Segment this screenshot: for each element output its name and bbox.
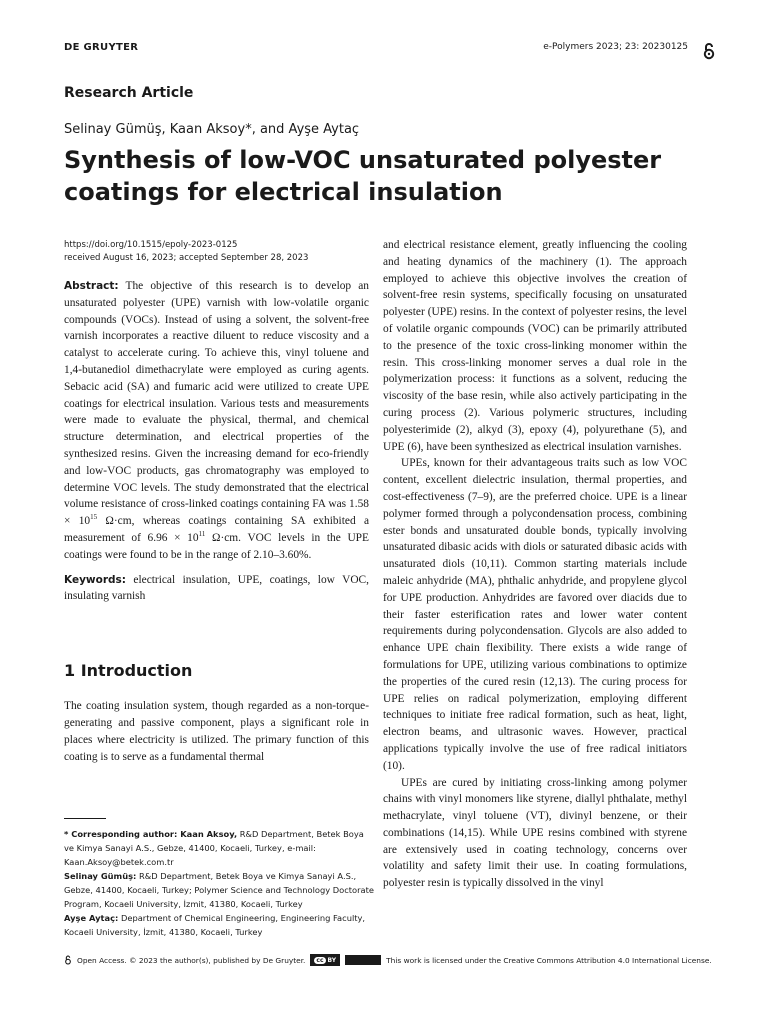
abstract-text-end: Ω·cm. VOC levels in the UPE coatings were found to be in the range of 2.10–3.60%. (64, 531, 369, 561)
introduction-paragraph: The coating insulation system, though regarded as a non-torque-generating and passive component, plays a significant role in places where electricity is utilized. The primary function of this coating is to serve as a fundamental thermal (64, 700, 369, 763)
journal-citation: e-Polymers 2023; 23: 20230125 (543, 42, 688, 52)
corresponding-author-text: R&D Department, Betek Boya ve Kimya Sanayi A.S., Gebze, 41400, Kocaeli, Turkey, e-mail: Kaan.Aksoy@betek.com.tr (64, 829, 364, 867)
author-affiliation-2 (64, 911, 374, 939)
section-heading-introduction: 1 Introduction (64, 661, 193, 681)
abstract-label: Abstract: (64, 280, 119, 292)
author-affiliation-1 (64, 869, 374, 911)
footnote-divider (64, 818, 106, 819)
publisher-name: DE GRUYTER (64, 42, 139, 53)
fa-exponent: 15 (90, 513, 98, 522)
open-access-lock-icon (702, 42, 716, 60)
creative-commons-badge[interactable] (310, 954, 340, 966)
author-footnotes (64, 827, 374, 939)
sa-exponent: 11 (198, 530, 206, 539)
license-footer (64, 954, 712, 966)
left-column (64, 239, 369, 765)
cc-icon: cc (316, 956, 324, 964)
abstract-text: The objective of this research is to develop an unsaturated polyester (UPE) varnish with low-volatile organic compounds (VOCs). Instead of using a solvent, the solvent-free varnish incorporates a reactive diluent to reduce viscosity and a catalyst to accelerate curing. To achieve this, vinyl toluene and 1,4-butanediol dimethacrylate were employed as curing agents. Sebacic acid (SA) and fumaric acid were utilized to create UPE coatings for electrical insulation. Various tests and measurements were made to evaluate the physical, thermal, and chemical structure determination, and electrical properties of the synthesized resins. Given the increasing demand for eco-friendly and low-VOC products, gas chromatography was employed to determine VOC levels. The study demonstrated that the electrical volume resistance of cross-linked coatings containing FA was 1.58 × 10 (64, 280, 369, 528)
cc-by-label: BY (327, 956, 337, 964)
article-type: Research Article (64, 85, 194, 101)
keywords-label: Keywords: (64, 573, 126, 586)
keywords-text: electrical insulation, UPE, coatings, low VOC, insulating varnish (64, 573, 369, 603)
author-list: Selinay Gümüş, Kaan Aksoy*, and Ayşe Aytaç (64, 122, 360, 137)
abstract (64, 278, 369, 564)
corresponding-author-label: * Corresponding author: Kaan Aksoy, (64, 829, 238, 839)
license-statement: This work is licensed under the Creative Commons Attribution 4.0 International License. (386, 955, 712, 965)
article-title: Synthesis of low-VOC unsaturated polyester coatings for electrical insulation (64, 146, 662, 206)
decorative-strip (345, 955, 381, 965)
abstract-text-mid: Ω·cm, whereas coatings containing SA exhibited a measurement of 6.96 × 10 (64, 515, 369, 544)
right-column (383, 237, 687, 892)
author-1-label: Selinay Gümüş: (64, 871, 137, 881)
corresponding-author-note (64, 827, 374, 869)
open-access-statement: Open Access. © 2023 the author(s), published by De Gruyter. (77, 955, 306, 965)
article-dates: received August 16, 2023; accepted September 28, 2023 (64, 253, 309, 263)
keywords (64, 572, 369, 606)
open-access-lock-icon (64, 955, 72, 965)
author-2-label: Ayşe Aytaç: (64, 913, 119, 923)
author-1-text: R&D Department, Betek Boya ve Kimya Sanayi A.S., Gebze, 41400, Kocaeli, Turkey; Polymer Science and Technology Doctorate Program, Kocaeli University, İzmit, 41380, Kocaeli, Turkey (64, 871, 374, 909)
body-paragraph-3: UPEs are cured by initiating cross-linking among polymer chains with vinyl monomers like styrene, diallyl phthalate, methyl methacrylate, vinyl toluene (VT), divinyl benzene, or their combinations (14,15). While UPE resins combined with styrene are extensively used in coating technology, concerns over volatility and safety limit their use. In coating formulations, polyester resin is typically dissolved in the vinyl (383, 776, 687, 890)
author-2-text: Department of Chemical Engineering, Engineering Faculty, Kocaeli University, İzmit, 41380, Kocaeli, Turkey (64, 913, 366, 937)
body-paragraph-1: and electrical resistance element, greatly influencing the cooling and heating dynamics of the machinery (1). The approach employed to achieve this objective involves the creation of solvent-free resin systems, specifically focusing on unsaturated polyester (UPE) resins. In the context of polyester resins, the level of volatile organic compounds (VOC) can be primarily attributed to the presence of the toxic cross-linking monomer within the resin. This cross-linking monomer serves a dual role in the polymerization process: it functions as a solvent, reducing the viscosity of the base resin, while also actively participating in the curing process (2). Various polymeric structures, including polyesterimide (2), alkyd (3), epoxy (4), polyurethane (5), and UPE (6), have been synthesized as electrical insulation varnishes. (383, 239, 687, 453)
body-paragraph-2: UPEs, known for their advantageous traits such as low VOC content, excellent dielectric insulation, thermal properties, and cost-effectiveness (7–9), are the preferred choice. UPE is a linear polymer formed through a polycondensation process, combining ester bonds and unsaturated double bonds, typically involving unsaturated dibasic acids with diols or saturated dibasic acids with unsaturated diols (10,11). Common starting materials include maleic anhydride (MA), phthalic anhydride, and propylene glycol for UPE production. Anhydrides are favored over diacids due to their faster esterification rates and lower water content requirements during polycondensation. Glycols are also added to enhance UPE chain flexibility. There exists a wide range of formulations for UPE, utilizing various combinations to optimize the properties of the cured resin (12,13). The curing process for UPE relies on radical polymerization, employing different techniques to initiate free radical formation, such as heat, light, electron beams, and ultrasonic waves. However, practical applications typically involve the use of free radical initiators (10). (383, 457, 687, 772)
doi-link[interactable]: https://doi.org/10.1515/epoly-2023-0125 (64, 240, 238, 250)
